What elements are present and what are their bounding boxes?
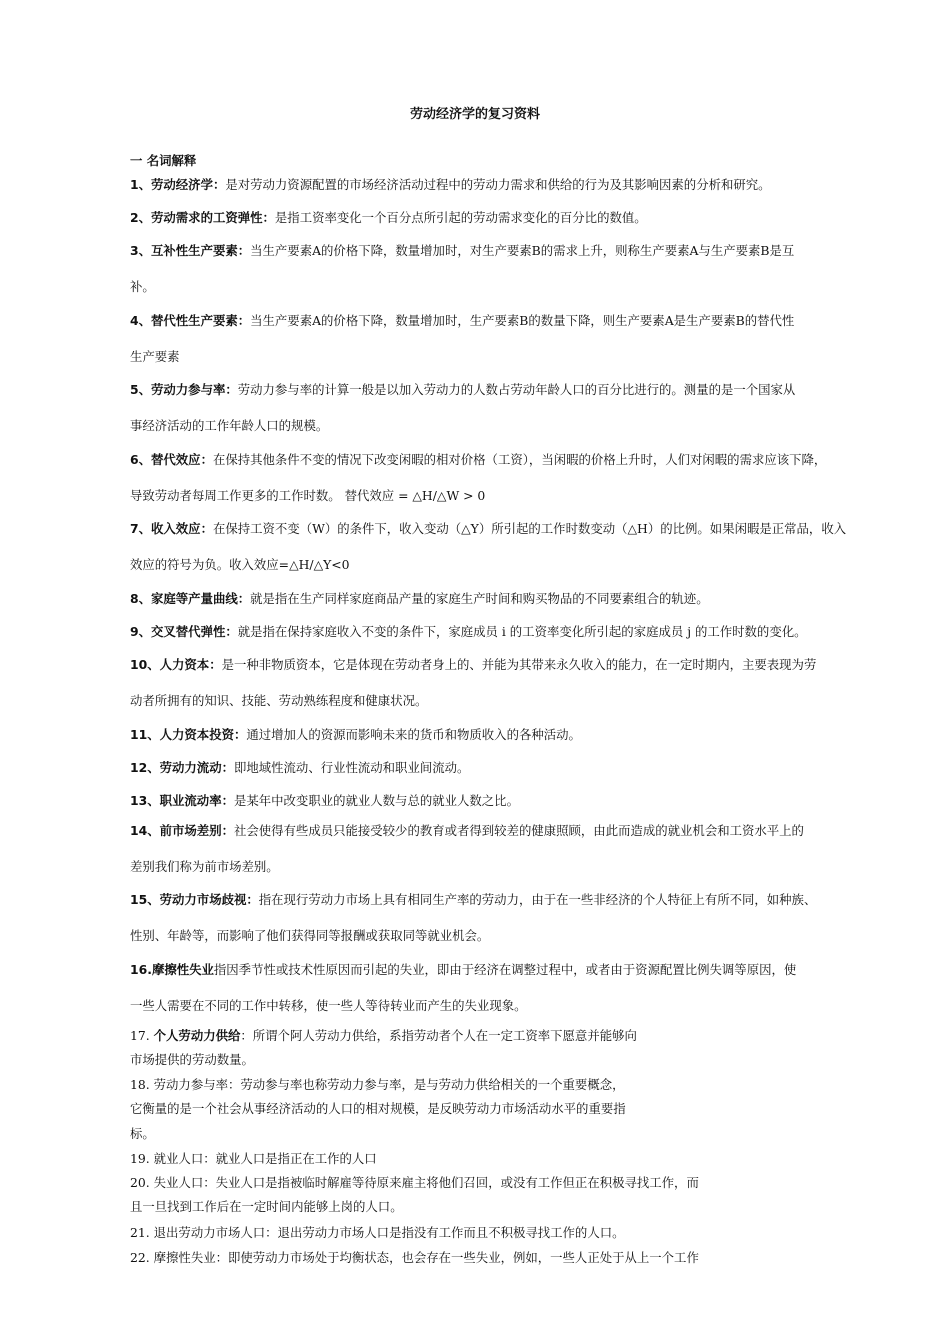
note-prefix: 18. 劳动力参与率：劳动参与率也称劳动力参与率，是与劳动力供给相关的一个重要概念， bbox=[130, 1077, 625, 1092]
note-term: 个人劳动力供给 bbox=[153, 1028, 241, 1043]
note-text: ：所谓个阿人劳动力供给，系指劳动者个人在一定工资率下愿意并能够向 bbox=[240, 1028, 637, 1043]
definition-text: 是指工资率变化一个百分点所引起的劳动需求变化的百分比的数值。 bbox=[274, 210, 647, 225]
definition-line bbox=[130, 962, 796, 978]
definition-continuation: 事经济活动的工作年龄人口的规模。 bbox=[130, 418, 329, 433]
term-number: 2、劳动需求的工资弹性： bbox=[130, 210, 275, 225]
note-line bbox=[130, 1077, 625, 1093]
definition-line bbox=[130, 177, 771, 193]
definition-continuation: 效应的符号为负。收入效应=△H/△Y<0 bbox=[130, 557, 350, 572]
note-prefix: 22. 摩擦性失业：即使劳动力市场处于均衡状态，也会存在一些失业，例如，一些人正处于从上一个工作 bbox=[130, 1250, 699, 1265]
note-line bbox=[130, 1199, 403, 1215]
definition-line bbox=[130, 793, 519, 809]
note-line bbox=[130, 1101, 626, 1117]
note-prefix: 且一旦找到工作后在一定时间内能够上岗的人口。 bbox=[130, 1199, 403, 1214]
term-number: 11、人力资本投资： bbox=[130, 727, 247, 742]
definition-text: 即地域性流动、行业性流动和职业间流动。 bbox=[233, 760, 470, 775]
definition-line bbox=[130, 210, 647, 226]
definition-line bbox=[130, 382, 795, 398]
note-prefix: 19. 就业人口：就业人口是指正在工作的人口 bbox=[130, 1151, 377, 1166]
note-prefix: 20. 失业人口：失业人口是指被临时解雇等待原来雇主将他们召回，或没有工作但正在积极寻找工作，而 bbox=[130, 1175, 699, 1190]
document-title: 劳动经济学的复习资料 bbox=[409, 107, 540, 122]
note-line bbox=[130, 1175, 699, 1191]
definition-line bbox=[130, 892, 816, 908]
definition-text: 当生产要素A的价格下降，数量增加时，生产要素B的数量下降，则生产要素A是生产要素B的替代性 bbox=[250, 313, 795, 328]
definition-line bbox=[130, 823, 804, 839]
definition-text: 指在现行劳动力市场上具有相同生产率的劳动力，由于在一些非经济的个人特征上有所不同，如种族、 bbox=[258, 892, 817, 907]
note-line bbox=[130, 1126, 155, 1142]
definition-text: 指因季节性或技术性原因而引起的失业，即由于经济在调整过程中，或者由于资源配置比例失调等原因，使 bbox=[213, 962, 797, 977]
term-number: 5、劳动力参与率： bbox=[130, 382, 238, 397]
note-line bbox=[130, 1151, 377, 1167]
definition-continuation: 动者所拥有的知识、技能、劳动熟练程度和健康状况。 bbox=[130, 693, 428, 708]
definition-text: 就是指在生产同样家庭商品产量的家庭生产时间和购买物品的不同要素组合的轨迹。 bbox=[250, 591, 709, 606]
definition-continuation: 生产要素 bbox=[130, 349, 180, 364]
term-number: 9、交叉替代弹性： bbox=[130, 624, 238, 639]
definition-line bbox=[130, 521, 846, 537]
term-number: 6、替代效应： bbox=[130, 452, 213, 467]
definition-text: 劳动力参与率的计算一般是以加入劳动力的人数占劳动年龄人口的百分比进行的。测量的是一个国家从 bbox=[237, 382, 796, 397]
definition-continuation: 导致劳动者每周工作更多的工作时数。 替代效应 = △H/△W > 0 bbox=[130, 488, 486, 503]
definition-line bbox=[130, 760, 469, 776]
note-prefix: 它衡量的是一个社会从事经济活动的人口的相对规模，是反映劳动力市场活动水平的重要指 bbox=[130, 1101, 626, 1116]
definition-line bbox=[130, 452, 826, 468]
note-prefix: 17. bbox=[130, 1028, 154, 1043]
term-number: 1、劳动经济学： bbox=[130, 177, 226, 192]
note-prefix: 21. 退出劳动力市场人口：退出劳动力市场人口是指没有工作而且不积极寻找工作的人口。 bbox=[130, 1225, 625, 1240]
section-heading: 一 名词解释 bbox=[130, 153, 197, 168]
term-number: 8、家庭等产量曲线： bbox=[130, 591, 251, 606]
term-number: 16.摩擦性失业 bbox=[130, 962, 214, 977]
note-prefix: 市场提供的劳动数量。 bbox=[130, 1052, 254, 1067]
definition-text: 是对劳动力资源配置的市场经济活动过程中的劳动力需求和供给的行为及其影响因素的分析和研究。 bbox=[225, 177, 771, 192]
definition-text: 通过增加人的资源而影响未来的货币和物质收入的各种活动。 bbox=[246, 727, 581, 742]
definition-text: 就是指在保持家庭收入不变的条件下，家庭成员 i 的工资率变化所引起的家庭成员 j 的工作时数的变化。 bbox=[237, 624, 807, 639]
definition-line bbox=[130, 727, 581, 743]
definition-line bbox=[130, 243, 794, 259]
definition-line bbox=[130, 313, 794, 329]
term-number: 3、互补性生产要素： bbox=[130, 243, 251, 258]
note-line bbox=[130, 1028, 637, 1044]
definition-continuation: 差别我们称为前市场差别。 bbox=[130, 859, 279, 874]
note-line bbox=[130, 1225, 625, 1241]
term-number: 4、替代性生产要素： bbox=[130, 313, 251, 328]
definition-continuation: 补。 bbox=[130, 279, 155, 294]
definition-text: 在保持其他条件不变的情况下改变闲暇的相对价格（工资），当闲暇的价格上升时，人们对闲暇的需求应该下降， bbox=[212, 452, 827, 467]
definition-text: 社会使得有些成员只能接受较少的教育或者得到较差的健康照顾，由此而造成的就业机会和工资水平上的 bbox=[233, 823, 804, 838]
definition-continuation: 性别、年龄等，而影响了他们获得同等报酬或获取同等就业机会。 bbox=[130, 928, 490, 943]
term-number: 15、劳动力市场歧视： bbox=[130, 892, 259, 907]
note-prefix: 标。 bbox=[130, 1126, 155, 1141]
note-line bbox=[130, 1250, 699, 1266]
definition-line bbox=[130, 657, 816, 673]
term-number: 10、人力资本： bbox=[130, 657, 222, 672]
definition-continuation: 一些人需要在不同的工作中转移，使一些人等待转业而产生的失业现象。 bbox=[130, 998, 527, 1013]
definition-text: 是某年中改变职业的就业人数与总的就业人数之比。 bbox=[233, 793, 519, 808]
definition-text: 当生产要素A的价格下降，数量增加时，对生产要素B的需求上升，则称生产要素A与生产要素B是互 bbox=[250, 243, 795, 258]
definition-text: 在保持工资不变（W）的条件下，收入变动（△Y）所引起的工作时数变动（△H）的比例。如果闲暇是正常品，收入 bbox=[212, 521, 847, 536]
term-number: 13、职业流动率： bbox=[130, 793, 234, 808]
term-number: 14、前市场差别： bbox=[130, 823, 234, 838]
definition-line bbox=[130, 624, 807, 640]
term-number: 7、收入效应： bbox=[130, 521, 213, 536]
definition-text: 是一种非物质资本，它是体现在劳动者身上的、并能为其带来永久收入的能力，在一定时期内，主要表现为劳 bbox=[221, 657, 817, 672]
definition-line bbox=[130, 591, 709, 607]
term-number: 12、劳动力流动： bbox=[130, 760, 234, 775]
note-line bbox=[130, 1052, 254, 1068]
